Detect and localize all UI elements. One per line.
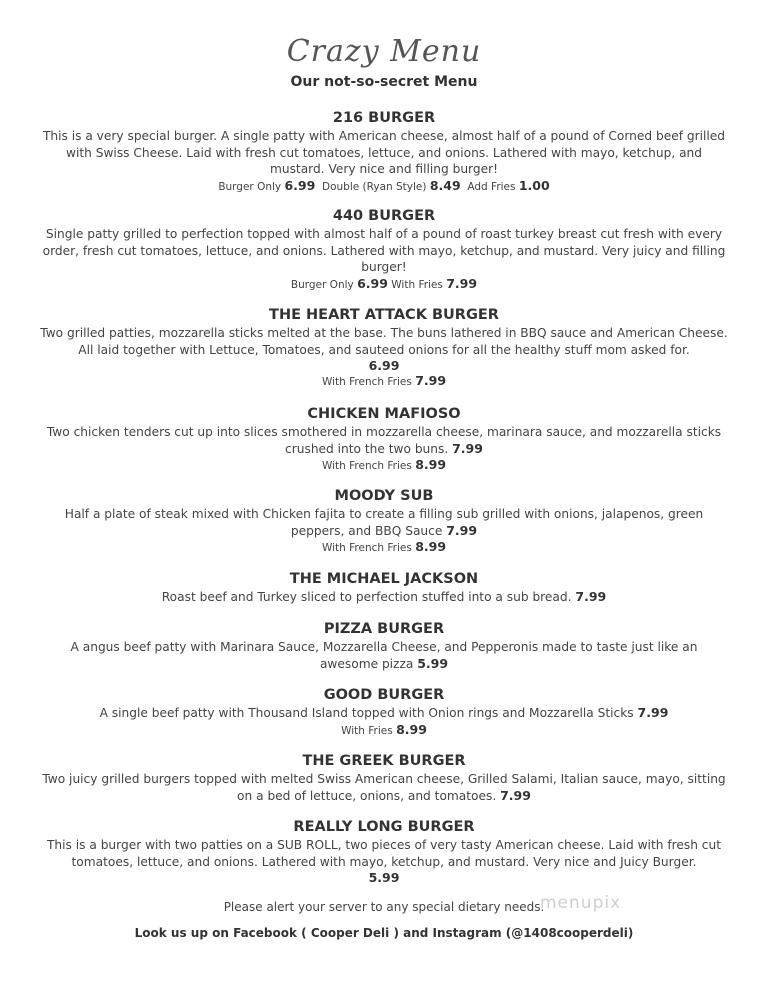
item-description: [40, 424, 728, 457]
menu-item-440-burger: [40, 206, 728, 293]
option-price: 1.00: [518, 177, 550, 193]
option-price: 8.49: [429, 177, 461, 193]
item-price: 7.99: [637, 705, 669, 720]
option-label: Burger Only: [290, 278, 354, 291]
item-options: [40, 276, 728, 293]
item-description: [40, 589, 728, 606]
option-label: Double (Ryan Style): [322, 180, 427, 193]
item-description-text: A angus beef patty with Marinara Sauce, Mozzarella Cheese, and Pepperonis made to taste just like an awesome pizza: [70, 640, 698, 671]
item-description: [40, 639, 728, 672]
menu-item-michael-jackson: [40, 569, 728, 606]
option-label: Add Fries: [467, 180, 516, 193]
item-description-text: Half a plate of steak mixed with Chicken fajita to create a filling sub grilled with onions, jalapenos, green peppers, and BBQ Sauce: [64, 507, 704, 538]
dietary-note: Please alert your server to any special dietary needs.: [223, 900, 545, 914]
option-price: 8.99: [415, 539, 447, 554]
item-options: [40, 178, 728, 195]
option-price: 7.99: [446, 275, 478, 291]
item-price: 5.99: [368, 870, 400, 885]
item-options: [40, 722, 728, 739]
option-price: 8.99: [396, 721, 427, 737]
menu-item-pizza-burger: [40, 619, 728, 672]
item-price: 5.99: [417, 655, 449, 671]
item-description: This is a burger with two patties on a SUB ROLL, two pieces of very tasty American cheese. Laid with fresh cut tomatoes, lettuce, and onions. Lathered with mayo, ketchup, and mustard. Very nice and Juicy Burger.: [46, 838, 722, 869]
menu-item-good-burger: [40, 685, 728, 739]
item-price: 7.99: [446, 522, 478, 538]
item-name: CHICKEN MAFIOSO: [307, 406, 461, 422]
item-description: Two grilled patties, mozzarella sticks melted at the base. The buns lathered in BBQ sauce and American Cheese. All laid together with Lettuce, Tomatoes, and sauteed onions for all the healthy stuff mom asked for.: [40, 326, 728, 357]
item-name: THE HEART ATTACK BURGER: [269, 307, 499, 323]
option-label: Burger Only: [218, 180, 282, 193]
social-links: Look us up on Facebook ( Cooper Deli ) and Instagram (@1408cooperdeli): [134, 926, 634, 940]
menu-item-chicken-mafioso: [40, 404, 728, 474]
item-options: [40, 373, 728, 390]
option-label: With French Fries: [321, 460, 412, 472]
option-price: 7.99: [415, 373, 447, 388]
item-options: [40, 457, 728, 474]
option-label: With Fries: [341, 724, 393, 737]
item-name: 440 BURGER: [332, 208, 436, 224]
menu-item-greek-burger: [40, 751, 728, 804]
item-name: REALLY LONG BURGER: [293, 819, 475, 835]
menu-item-really-long-burger: [40, 817, 728, 885]
option-label: With French Fries: [321, 542, 412, 554]
item-description: [40, 705, 728, 722]
menu-item-moody-sub: [40, 486, 728, 556]
item-price: 7.99: [500, 787, 531, 803]
item-price: 7.99: [575, 589, 607, 604]
option-price: 6.99: [357, 275, 388, 291]
item-name: MOODY SUB: [334, 488, 434, 504]
item-description-text: Two juicy grilled burgers topped with melted Swiss American cheese, Grilled Salami, Italian sauce, mayo, sitting on a bed of lettuce, onions, and tomatoes.: [42, 772, 726, 803]
item-description: [40, 506, 728, 539]
item-name: PIZZA BURGER: [323, 621, 445, 637]
item-description: Single patty grilled to perfection topped with almost half of a pound of roast turkey breast cut fresh with every order, fresh cut tomatoes, lettuce, and onions. Lathered with mayo, ketchup, and mustard. Very juicy and filling burger!: [42, 227, 726, 274]
item-options: [40, 539, 728, 556]
item-description-text: Roast beef and Turkey sliced to perfection stuffed into a sub bread.: [161, 590, 572, 604]
item-description: [40, 771, 728, 804]
item-name: 216 BURGER: [332, 110, 436, 126]
watermark-logo: menupix: [540, 893, 622, 913]
item-name: GOOD BURGER: [323, 687, 445, 703]
item-price: 7.99: [452, 440, 483, 456]
item-description-text: A single beef patty with Thousand Island topped with Onion rings and Mozzarella Sticks: [99, 706, 634, 720]
menu-item-216-burger: [40, 108, 728, 195]
item-name: THE MICHAEL JACKSON: [289, 571, 479, 587]
option-price: 8.99: [415, 457, 447, 472]
menu-subtitle: Our not-so-secret Menu: [290, 74, 478, 90]
item-description-text: Two chicken tenders cut up into slices smothered in mozzarella cheese, marinara sauce, and mozzarella sticks crushed into the two buns.: [46, 425, 722, 456]
item-price: 6.99: [368, 358, 400, 373]
option-price: 6.99: [284, 177, 316, 193]
item-description: This is a very special burger. A single patty with American cheese, almost half of a pound of Corned beef grilled with Swiss Cheese. Laid with fresh cut tomatoes, lettuce, and onions. Lathered with mayo, ketchup, and mustard. Very nice and filling burger!: [42, 129, 726, 176]
menu-title: Crazy Menu: [286, 34, 482, 69]
menu-item-heart-attack-burger: [40, 305, 728, 390]
option-label: With Fries: [391, 278, 443, 291]
option-label: With French Fries: [321, 376, 412, 388]
item-name: THE GREEK BURGER: [302, 753, 466, 769]
